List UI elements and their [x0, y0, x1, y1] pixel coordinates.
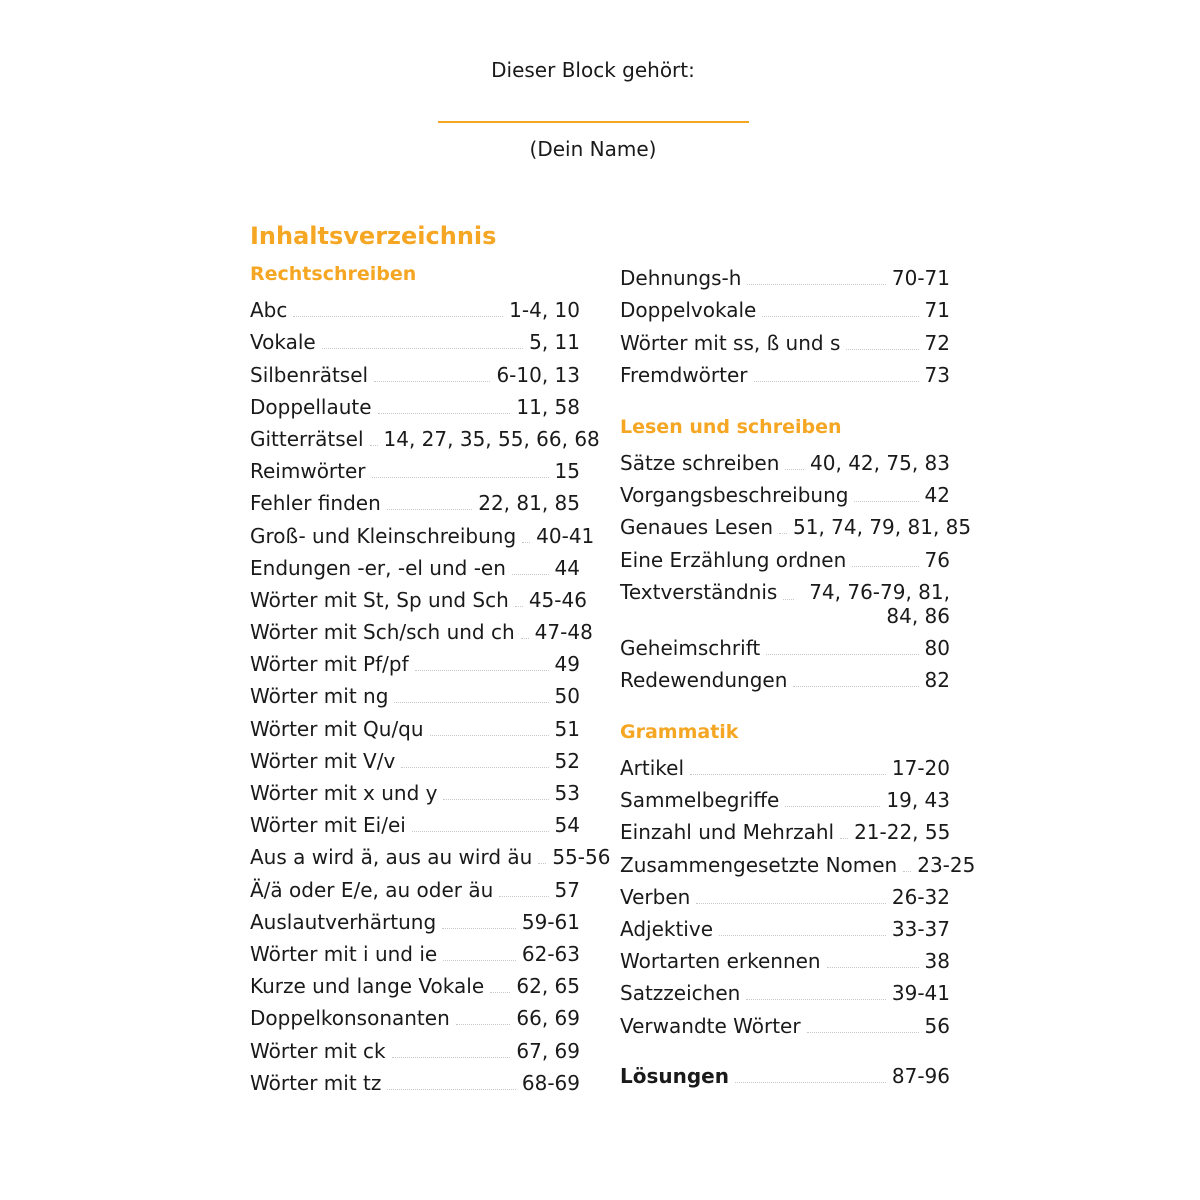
dot-leader [747, 284, 885, 285]
entry-label: Silbenrätsel [250, 362, 369, 387]
toc-list-rechtschreiben [250, 290, 611, 1095]
toc-entry[interactable] [250, 934, 580, 966]
dot-leader [378, 413, 511, 414]
toc-entry[interactable] [250, 419, 600, 451]
toc-list-rechtschreiben-continued [620, 258, 950, 387]
dot-leader [415, 670, 549, 671]
dot-leader [392, 1057, 511, 1058]
entry-pages: 38 [924, 949, 950, 974]
dot-leader [442, 928, 516, 929]
dot-leader [903, 871, 911, 872]
dot-leader [456, 1024, 511, 1025]
toc-entry[interactable] [620, 780, 950, 812]
toc-entry[interactable] [250, 676, 580, 708]
entry-label: Wörter mit V/v [250, 748, 396, 773]
dot-leader [490, 992, 510, 993]
dot-leader [852, 566, 918, 567]
entry-label: Vorgangsbeschreibung [620, 483, 849, 508]
toc-entry[interactable] [250, 483, 580, 515]
entry-pages: 14, 27, 35, 55, 66, 68 [383, 426, 600, 451]
toc-entry[interactable] [620, 660, 950, 692]
entry-label: Reimwörter [250, 459, 366, 484]
toc-entry[interactable] [620, 443, 950, 475]
entry-pages: 45-46 [528, 587, 587, 612]
entry-label: Doppelkonsonanten [250, 1006, 450, 1031]
entry-label: Adjektive [620, 917, 714, 941]
dot-leader [719, 935, 886, 936]
dot-leader [538, 863, 546, 864]
entry-label: Wörter mit ck [250, 1038, 386, 1063]
entry-pages: 53 [554, 781, 580, 805]
entry-label: Verwandte Wörter [620, 1013, 801, 1038]
section-heading-grammatik: Grammatik [620, 720, 739, 743]
dot-leader [443, 799, 548, 800]
dot-leader [746, 999, 886, 1000]
entry-pages: 15 [554, 459, 580, 484]
entry-label: Einzahl und Mehrzahl [620, 820, 835, 845]
toc-entry[interactable] [620, 941, 950, 973]
entry-pages: 56 [924, 1013, 950, 1038]
entry-pages: 87-96 [891, 1063, 950, 1088]
toc-entry[interactable] [250, 387, 580, 419]
entry-label: Wörter mit ss, ß und s [620, 330, 841, 355]
entry-pages: 26-32 [891, 884, 950, 909]
entry-label: Wörter mit St, Sp und Sch [250, 587, 509, 612]
dot-leader [370, 445, 378, 446]
entry-pages: 67, 69 [516, 1038, 580, 1063]
entry-pages: 21-22, 55 [854, 820, 951, 845]
toc-entry[interactable] [250, 1063, 580, 1095]
toc-entry[interactable] [250, 580, 587, 612]
entry-pages: 82 [924, 667, 950, 692]
entry-pages: 51, 74, 79, 81, 85 [793, 515, 972, 540]
dot-leader [779, 533, 787, 534]
toc-entry[interactable] [620, 475, 950, 507]
entry-label: Dehnungs-h [620, 266, 742, 291]
entry-label: Eine Erzählung ordnen [620, 547, 847, 572]
dot-leader [512, 574, 549, 575]
name-line[interactable] [438, 121, 749, 123]
toc-title: Inhaltsverzeichnis [250, 222, 497, 250]
entry-label: Verben [620, 884, 691, 909]
dot-leader [401, 767, 548, 768]
entry-pages: 1-4, 10 [509, 298, 580, 323]
dot-leader [322, 348, 523, 349]
toc-entry[interactable] [250, 773, 580, 805]
entry-pages: 62, 65 [516, 974, 580, 999]
entry-pages: 47-48 [534, 620, 593, 645]
dot-leader [430, 735, 549, 736]
toc-entry[interactable] [250, 902, 580, 934]
entry-label: Wörter mit tz [250, 1070, 382, 1095]
entry-pages: 23-25 [917, 852, 976, 877]
toc-entry[interactable] [250, 644, 580, 676]
entry-pages: 11, 58 [516, 394, 580, 419]
section-heading-lesen: Lesen und schreiben [620, 415, 842, 438]
entry-pages: 80 [924, 635, 950, 660]
entry-pages: 40, 42, 75, 83 [810, 450, 950, 475]
toc-entry[interactable] [620, 877, 950, 909]
toc-entry[interactable] [620, 748, 950, 780]
entry-label: Gitterrätsel [250, 426, 364, 451]
entry-label: Auslautverhärtung [250, 909, 437, 934]
dot-leader [735, 1082, 886, 1083]
toc-entry[interactable] [250, 708, 580, 740]
dot-leader [754, 381, 919, 382]
entry-pages: 57 [554, 877, 580, 902]
dot-leader [846, 349, 918, 350]
toc-entry[interactable] [250, 515, 595, 548]
entry-pages: 22, 81, 85 [478, 491, 580, 516]
entry-label: Fremdwörter [620, 362, 748, 387]
entry-pages: 52 [554, 748, 580, 773]
toc-entry[interactable] [250, 966, 580, 998]
entry-label: Geheimschrift [620, 635, 761, 660]
entry-label: Wörter mit ng [250, 684, 389, 709]
dot-leader [783, 599, 794, 600]
entry-label: Kurze und lange Vokale [250, 974, 485, 999]
dot-leader [521, 638, 529, 639]
toc-entry[interactable] [620, 539, 950, 571]
entry-label: Wörter mit Ei/ei [250, 813, 406, 838]
entry-label: Wörter mit i und ie [250, 941, 438, 966]
toc-entry[interactable] [250, 451, 580, 483]
entry-pages: 66, 69 [516, 1006, 580, 1031]
entry-pages: 59-61 [521, 909, 580, 934]
dot-leader [793, 686, 918, 687]
dot-leader [499, 896, 548, 897]
dot-leader [374, 381, 490, 382]
entry-label: Doppellaute [250, 394, 372, 419]
toc-column-right [620, 258, 976, 1088]
section-heading-rechtschreiben: Rechtschreiben [250, 263, 417, 285]
toc-entry[interactable] [250, 354, 580, 386]
dot-leader [443, 960, 516, 961]
dot-leader [394, 702, 548, 703]
entry-pages: 50 [554, 684, 580, 709]
toc-list-lesen [620, 443, 972, 692]
entry-label: Wörter mit Pf/pf [250, 652, 409, 677]
entry-label: Fehler finden [250, 491, 381, 516]
dot-leader [807, 1032, 919, 1033]
toc-entry[interactable] [250, 805, 580, 837]
entry-pages: 73 [924, 362, 950, 387]
toc-entry[interactable] [250, 837, 611, 870]
entry-label: Abc [250, 298, 288, 323]
toc-entry[interactable] [250, 548, 580, 580]
toc-entry[interactable] [620, 844, 976, 877]
dot-leader [293, 316, 503, 317]
entry-pages: 55-56 [552, 845, 611, 870]
toc-entry[interactable] [250, 322, 580, 354]
dot-leader [827, 967, 919, 968]
entry-label: Wörter mit x und y [250, 781, 438, 805]
dot-leader [387, 509, 472, 510]
entry-pages: 76 [924, 547, 950, 572]
dot-leader [785, 469, 804, 470]
toc-entry[interactable] [620, 628, 950, 660]
toc-entry[interactable] [620, 355, 950, 387]
toc-entry[interactable] [620, 909, 950, 941]
dot-leader [766, 654, 918, 655]
toc-entry[interactable] [620, 572, 950, 628]
entry-pages: 42 [924, 483, 950, 508]
entry-label: Wortarten erkennen [620, 949, 821, 974]
entry-label: Doppelvokale [620, 298, 757, 323]
toc-entry[interactable] [250, 612, 593, 645]
dot-leader [412, 831, 549, 832]
entry-pages: 62-63 [521, 941, 580, 966]
dot-leader [854, 501, 918, 502]
dot-leader [515, 606, 523, 607]
toc-entry[interactable] [620, 973, 950, 1005]
entry-pages: 74, 76-79, 81, 84, 86 [809, 579, 950, 628]
entry-label: Vokale [250, 330, 316, 355]
entry-pages: 54 [554, 813, 580, 838]
toc-entry[interactable] [620, 507, 972, 540]
entry-label: Ä/ä oder E/e, au oder äu [250, 877, 494, 902]
entry-pages: 71 [924, 298, 950, 323]
entry-pages: 68-69 [521, 1070, 580, 1095]
entry-label: Sätze schreiben [620, 450, 780, 475]
entry-label: Sammelbegriffe [620, 788, 780, 813]
entry-pages: 6-10, 13 [496, 362, 580, 387]
toc-entry[interactable] [620, 1005, 950, 1037]
entry-label: Zusammengesetzte Nomen [620, 852, 898, 877]
entry-pages: 19, 43 [886, 788, 950, 813]
entry-pages: 39-41 [891, 981, 950, 1006]
entry-label: Wörter mit Sch/sch und ch [250, 620, 515, 645]
dot-leader [690, 774, 886, 775]
toc-entry-loesungen[interactable] [620, 1056, 950, 1088]
dot-leader [762, 316, 918, 317]
dot-leader [522, 542, 530, 543]
name-hint: (Dein Name) [529, 137, 657, 161]
toc-entry[interactable] [250, 998, 580, 1030]
dot-leader [785, 806, 880, 807]
entry-label: Lösungen [620, 1063, 729, 1088]
toc-entry[interactable] [620, 322, 950, 354]
entry-label: Endungen -er, -el und -en [250, 555, 506, 580]
entry-label: Wörter mit Qu/qu [250, 716, 424, 741]
entry-label: Satzzeichen [620, 981, 741, 1006]
entry-label: Genaues Lesen [620, 515, 773, 540]
toc-entry[interactable] [620, 258, 950, 290]
dot-leader [696, 903, 886, 904]
toc-entry[interactable] [250, 1030, 580, 1062]
entry-pages: 40-41 [536, 523, 595, 548]
entry-pages: 44 [554, 555, 580, 580]
dot-leader [840, 838, 848, 839]
toc-entry[interactable] [620, 812, 950, 844]
owner-label: Dieser Block gehört: [491, 58, 695, 82]
toc-entry[interactable] [250, 290, 580, 322]
dot-leader [372, 477, 549, 478]
entry-label: Aus a wird ä, aus au wird äu [250, 845, 533, 870]
entry-label: Textverständnis [620, 579, 778, 604]
entry-pages: 17-20 [891, 756, 950, 781]
entry-label: Groß- und Kleinschreibung [250, 523, 517, 548]
entry-pages: 70-71 [891, 266, 950, 291]
entry-pages: 49 [554, 652, 580, 677]
toc-entry[interactable] [250, 869, 580, 901]
entry-pages: 72 [924, 330, 950, 355]
toc-entry[interactable] [250, 741, 580, 773]
entry-label: Redewendungen [620, 667, 788, 692]
entry-pages: 5, 11 [529, 330, 580, 355]
entry-pages: 33-37 [891, 917, 950, 941]
toc-list-grammatik [620, 748, 976, 1038]
toc-entry[interactable] [620, 290, 950, 322]
dot-leader [387, 1089, 516, 1090]
toc-column-left [250, 258, 611, 1095]
entry-label: Artikel [620, 756, 685, 781]
entry-pages: 51 [554, 716, 580, 741]
